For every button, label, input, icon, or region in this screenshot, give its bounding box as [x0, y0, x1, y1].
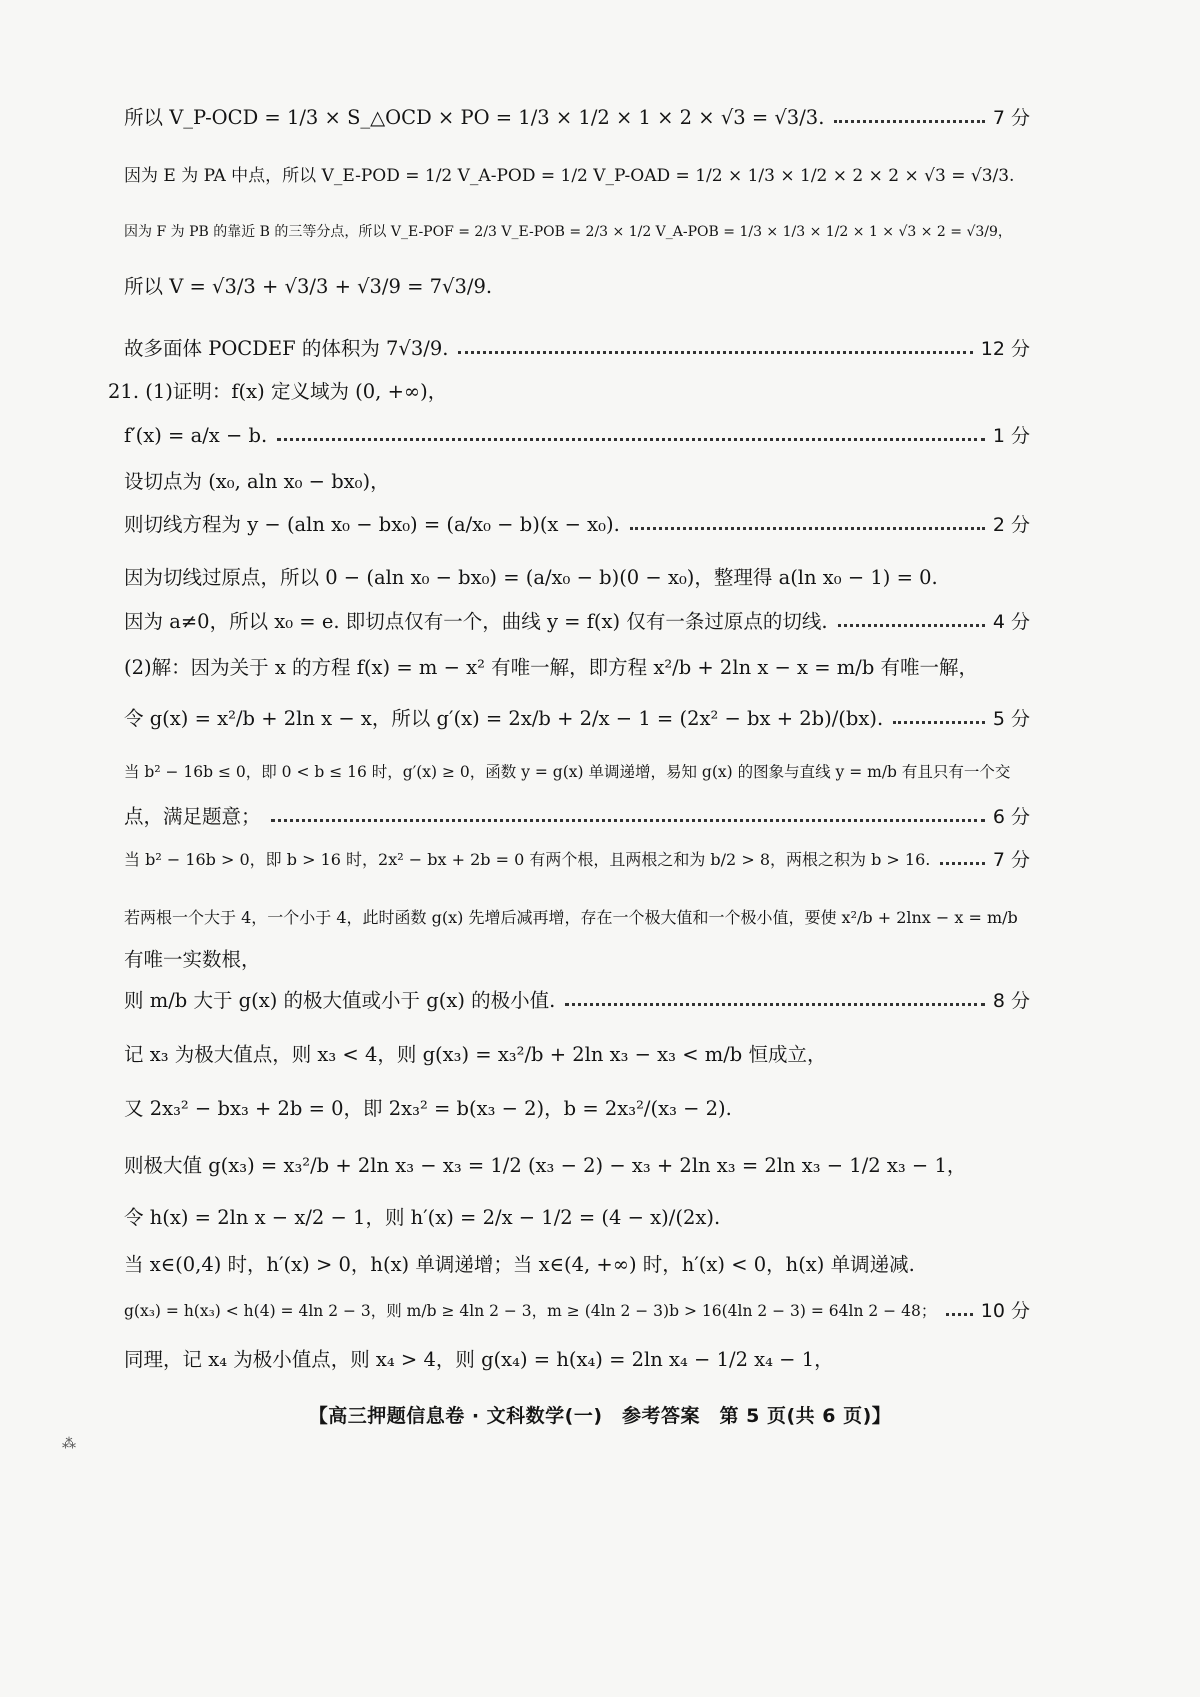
solution-line-text: 设切点为 (x₀, aln x₀ − bx₀)， — [124, 470, 390, 493]
score-points: 6 分 — [992, 806, 1030, 828]
solution-line — [124, 802, 1030, 832]
score-points: 8 分 — [992, 990, 1030, 1012]
solution-line-text: 故多面体 POCDEF 的体积为 7√3/9. — [124, 337, 449, 360]
dot-leader — [834, 120, 984, 123]
page-footer: 【高三押题信息卷 · 文科数学(一) 参考答案 第 5 页(共 6 页)】 — [308, 1405, 892, 1427]
dot-leader — [940, 862, 985, 865]
solution-line-text: 令 h(x) = 2ln x − x/2 − 1，则 h′(x) = 2/x − 1/2 = (4 − x)/(2x). — [124, 1206, 721, 1229]
solution-line-text: 因为 E 为 PA 中点，所以 V_E-POD = 1/2 V_A-POD = 1/2 V_P-OAD = 1/2 × 1/3 × 1/2 × 2 × 2 × √3 = √3/3. — [124, 166, 1015, 186]
solution-line-text: 则切线方程为 y − (aln x₀ − bx₀) = (a/x₀ − b)(x − x₀). — [124, 513, 620, 536]
solution-line — [124, 1345, 1030, 1375]
solution-line-text: 则极大值 g(x₃) = x₃²/b + 2ln x₃ − x₃ = 1/2 (x₃ − 2) − x₃ + 2ln x₃ = 2ln x₃ − 1/2 x₃ − 1， — [124, 1154, 967, 1177]
score-points: 4 分 — [992, 611, 1030, 633]
score-points: 5 分 — [992, 708, 1030, 730]
solution-line — [124, 217, 1030, 247]
solution-line-text: 令 g(x) = x²/b + 2ln x − x，所以 g′(x) = 2x/b + 2/x − 1 = (2x² − bx + 2b)/(bx). — [124, 707, 884, 730]
solution-line — [108, 377, 1030, 407]
dot-leader — [277, 438, 985, 441]
solution-line — [124, 704, 1030, 734]
solution-line-text: 因为切线过原点，所以 0 − (aln x₀ − bx₀) = (a/x₀ − b)(0 − x₀)，整理得 a(ln x₀ − 1) = 0. — [124, 566, 938, 589]
solution-line-text: 所以 V = √3/3 + √3/3 + √3/9 = 7√3/9. — [124, 275, 493, 298]
solution-line-text: (2)解：因为关于 x 的方程 f(x) = m − x² 有唯一解，即方程 x²/b + 2ln x − x = m/b 有唯一解， — [124, 656, 979, 679]
solution-line-text: g(x₃) = h(x₃) < h(4) = 4ln 2 − 3，则 m/b ≥ 4ln 2 − 3，m ≥ (4ln 2 − 3)b > 16(4ln 2 − 3) = 64ln 2 − 48； — [124, 1302, 937, 1320]
dot-leader — [630, 527, 985, 530]
solution-line — [124, 1094, 1030, 1124]
score-points: 7 分 — [992, 107, 1030, 129]
solution-line-text: 点，满足题意； — [124, 805, 261, 828]
solution-line-text: 因为 a≠0，所以 x₀ = e. 即切点仅有一个，曲线 y = f(x) 仅有一条过原点的切线. — [124, 610, 828, 633]
score-points: 10 分 — [980, 1300, 1030, 1322]
solution-line — [124, 1203, 1030, 1233]
solution-line-text: 记 x₃ 为极大值点，则 x₃ < 4，则 g(x₃) = x₃²/b + 2ln x₃ − x₃ < m/b 恒成立， — [124, 1043, 827, 1066]
solution-line — [124, 510, 1030, 540]
solution-line — [124, 161, 1030, 191]
solution-line-text: 当 x∈(0,4) 时，h′(x) > 0，h(x) 单调递增；当 x∈(4, +∞) 时，h′(x) < 0，h(x) 单调递减. — [124, 1253, 915, 1276]
solution-line — [124, 1250, 1030, 1280]
solution-line — [124, 467, 1030, 497]
solution-line — [124, 845, 1030, 875]
solution-line — [124, 945, 1030, 975]
solution-line-text: 21. (1)证明：f(x) 定义域为 (0, +∞)， — [108, 380, 448, 403]
solution-line-text: 当 b² − 16b ≤ 0，即 0 < b ≤ 16 时，g′(x) ≥ 0，函数 y = g(x) 单调递增，易知 g(x) 的图象与直线 y = m/b 有且只有一个交 — [124, 763, 1011, 781]
score-points: 12 分 — [980, 338, 1030, 360]
solution-line — [124, 103, 1030, 133]
solution-line — [124, 986, 1030, 1016]
dot-leader — [893, 721, 985, 724]
dot-leader — [946, 1313, 972, 1316]
solution-line-text: 当 b² − 16b > 0，即 b > 16 时，2x² − bx + 2b = 0 有两个根，且两根之和为 b/2 > 8，两根之积为 b > 16. — [124, 850, 931, 869]
solution-line — [124, 757, 1030, 787]
dot-leader — [565, 1003, 985, 1006]
solution-line — [124, 1151, 1030, 1181]
solution-line-text: 若两根一个大于 4，一个小于 4，此时函数 g(x) 先增后减再增，存在一个极大值和一个极小值，要使 x²/b + 2lnx − x = m/b — [124, 908, 1018, 927]
solution-line — [124, 607, 1030, 637]
score-points: 7 分 — [992, 849, 1030, 871]
solution-line-text: 因为 F 为 PB 的靠近 B 的三等分点，所以 V_E-POF = 2/3 V_E-POB = 2/3 × 1/2 V_A-POB = 1/3 × 1/3 × 1/2 × 1 × √3 × 2 = √3/9， — [124, 224, 1012, 240]
solution-line — [124, 1296, 1030, 1326]
solution-line — [124, 903, 1030, 933]
solution-line — [124, 272, 1030, 302]
solution-line — [124, 1040, 1030, 1070]
solution-line-text: 所以 V_P-OCD = 1/3 × S_△OCD × PO = 1/3 × 1/2 × 1 × 2 × √3 = √3/3. — [124, 106, 825, 129]
score-points: 2 分 — [992, 514, 1030, 536]
scan-mark-decoration: ⁂ — [62, 1436, 76, 1452]
solution-line-text: 则 m/b 大于 g(x) 的极大值或小于 g(x) 的极小值. — [124, 989, 556, 1012]
solution-line — [124, 421, 1030, 451]
dot-leader — [838, 624, 985, 627]
score-points: 1 分 — [992, 425, 1030, 447]
solution-line-text: 又 2x₃² − bx₃ + 2b = 0，即 2x₃² = b(x₃ − 2)，b = 2x₃²/(x₃ − 2). — [124, 1097, 732, 1120]
solution-line-text: f′(x) = a/x − b. — [124, 424, 268, 447]
solution-line-text: 同理，记 x₄ 为极小值点，则 x₄ > 4，则 g(x₄) = h(x₄) = 2ln x₄ − 1/2 x₄ − 1， — [124, 1348, 834, 1371]
solution-line — [124, 653, 1030, 683]
dot-leader — [271, 819, 985, 822]
dot-leader — [458, 351, 972, 354]
solution-line — [124, 334, 1030, 364]
solution-line-text: 有唯一实数根， — [124, 948, 261, 971]
solution-line — [124, 563, 1030, 593]
